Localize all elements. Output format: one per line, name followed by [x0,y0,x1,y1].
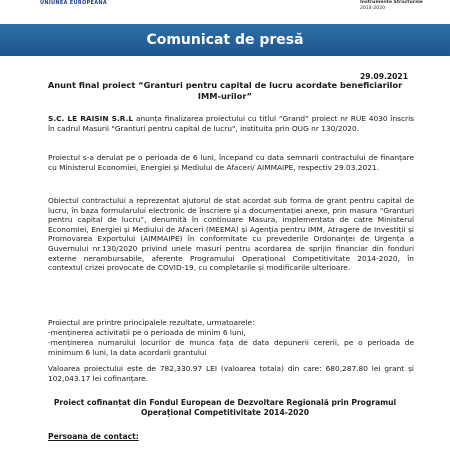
intro-text: anunța finalizarea proiectului cu titlul “Grand” proiect nr RUE 4030 înscris în cadrul Masurii "Granturi pentru capital de lucru", instituita prin OUG nr 130/2020. [48,114,414,133]
header [0,0,450,24]
document-title: Anunt final proiect “Granturi pentru capital de lucru acordate beneficiarilor IMM-urilor” [47,80,403,101]
company-name: S.C. LE RAISIN S.R.L [48,114,134,123]
press-release-banner [0,24,450,56]
contact-label: Persoana de contact: [48,432,139,441]
program-line2: 2014-2020 [360,6,386,11]
results-item-1: -menținerea activitații pe o perioada de minim 6 luni, [48,328,246,337]
objective-paragraph: Obiectul contractului a reprezentat ajutorul de stat acordat sub forma de grant pentru capital de lucru, în baza formularului electronic de înscriere și a documentației anexe, prin masura “Granturi pentru capital de lucru”, denumită în continuare Masura, implementata de catre Ministerul Economiei, Energiei și Mediului de Afaceri (MEEMA) și Agenția pentru IMM, Atragere de Investiții și Promovarea Exportului (AIMMAIPE) în conformitate cu prevederile Ordonanței de Urgența a Guvernului nr.130/2020 privind unele masuri pentru acordarea de sprijin financiar din fonduri externe nerambursabile, aferente Programului Operațional Competitivitate 2014-2020, în contextul crizei provocate de COVID-19, cu completarile și modificarile ulterioare. [48,196,414,273]
program-line1: Instrumente Structurale [360,0,423,5]
cofinancing-note: Proiect cofinanțat din Fondul European de Dezvoltare Regională prin Programul Operațional Competitivitate 2014-2020 [53,398,397,417]
results-heading: Proiectul are printre principalele rezultate, urmatoarele: [48,318,255,327]
document-date: 29.09.2021 [359,72,408,81]
results-item-2: -menținerea numarului locurilor de munca fața de data depunerii cererii, pe o perioada de minimum 6 luni, la data acordarii grantului [48,338,414,357]
project-value-paragraph: Valoarea proiectului este de 782,330.97 LEI (valoarea totala) din care: 680,287.80 lei grant și 102,043.17 lei cofinanțare. [48,364,414,383]
banner-title: Comunicat de presă [146,32,304,48]
intro-paragraph [48,114,414,133]
period-paragraph: Proiectul s-a derulat pe o perioada de 6 luni, începand cu data semnarii contractului de finanțare cu Ministerul Economiei, Energiei și Mediului de Afaceri/ AIMMAIPE, respectiv 29.03.2021. [48,153,414,172]
eu-label: UNIUNEA EUROPEANĂ [40,0,108,6]
program-label [360,0,423,12]
